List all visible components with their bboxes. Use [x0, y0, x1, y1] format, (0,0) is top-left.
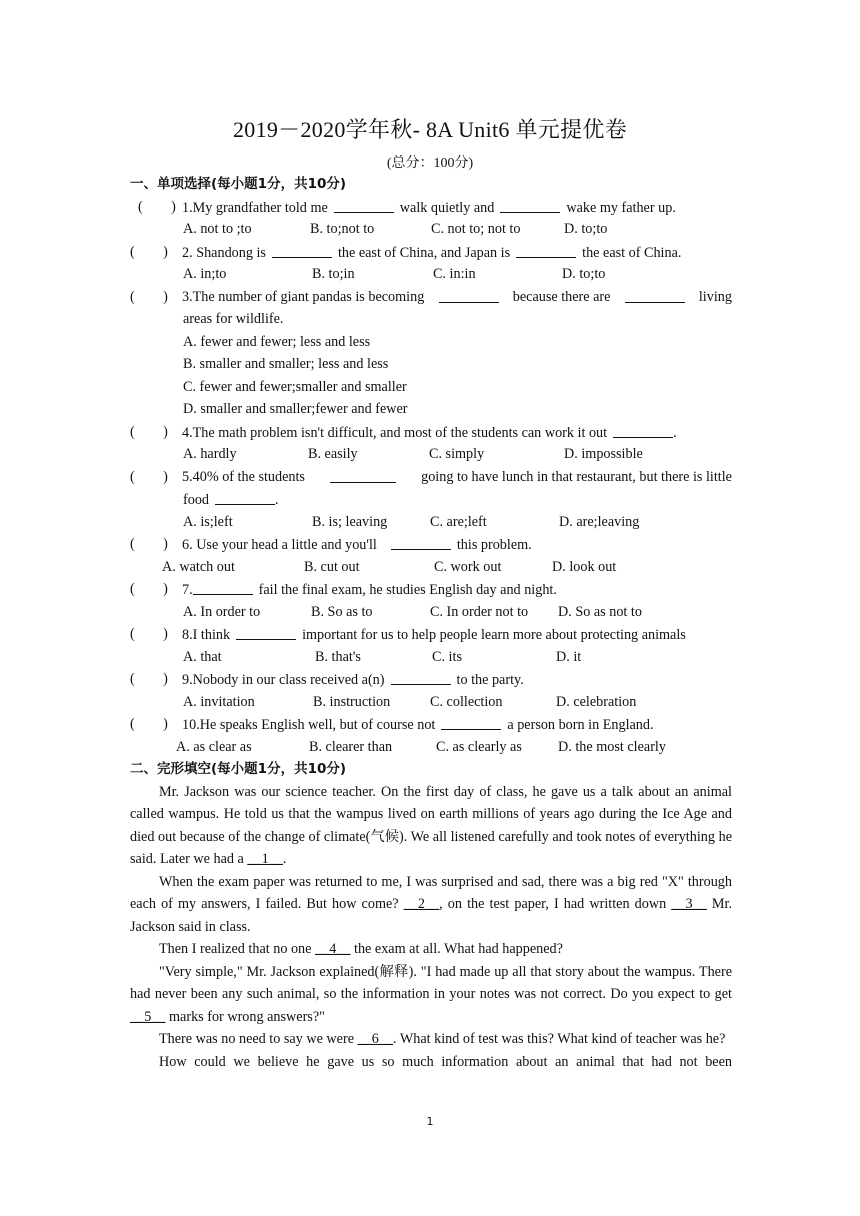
- answer-paren: ( ): [130, 423, 168, 440]
- option-c: C. in:in: [433, 266, 476, 282]
- section-heading-2: 二、完形填空(每小题1分，共10分): [130, 761, 347, 777]
- option-c: C. not to; not to: [431, 221, 521, 237]
- options-1: [130, 218, 732, 241]
- option-d: D. smaller and smaller;fewer and fewer: [183, 401, 408, 417]
- question-5: ( ) 5.40% of the students going to have lunch in that restaurant, but there is little: [130, 466, 732, 489]
- blank: [613, 421, 673, 438]
- option-a: A. not to ;to: [183, 221, 252, 237]
- content: 一、单项选择(每小题1分，共10分) ( ) 1.My grandfather told me walk quietly and wake my father up. A. not to ;to B. to;not to C. not to; not to D. to;to ( ) 2. Shandong is the east of China, and Japan is the east of China. A. in;to B. to;in C. in:in D. to;to ( ) 3.The number of giant pandas is becoming because there are living areas for wildlife. A. fewer and fewer; less and less B. smaller and smaller; less and less C. fewer and fewer;smaller and smaller D. smaller and smaller;fewer and fewer ( ) 4.The math problem isn't difficult, and most of the students can work it out . A. hardly B. easily C. simply D. impossible ( ) 5.40% of the students going to have lunch in that restaurant, but there is little food . A. is;left B. is; leaving C. are;left D. are;leaving ( ) 6. Use your head a little and you'll this problem. A. watch out B. cut out C. work out D. look out ( ) 7. fail the final exam, he studies English day and night. A. In order to B. So as to C. In order not to D. So as not to ( ) 8.I think important for us to help people learn more about protecting animals A. that B. that's C. its D. it ( ) 9.Nobody in our class received a(n) to the party. A. invitation B. instruction C. collection D. celebration ( ) 10.He speaks English well, but of course not a person born in England. A. as clear as B. clearer than C. as clearly as D. the most clearly 二、完形填空(每小题1分，共10分) Mr. Jackson was our science teacher. On the first day of class, he gave us a talk about an animal called wampus. He told us that the wampus lived on earth millions of years ago during the Ice Age and died out because of the change of climate(气候). We all listened carefully and took notes of everything he said. Later we had a __1__. When the exam paper was returned to me, I was surprised and sad, there was a big red "X" through each of my answers, I failed. But how come? __2__, on the test paper, I had written down __3__ Mr. Jackson said in class. Then I realized that no one __4__ the exam at all. What had happened? "Very simple," Mr. Jackson explained(解释). "I had made up all that story about the wampus. There had never been any such animal, so the information in your notes was not correct. Do you expect to get __5__ marks for wrong answers?" There was no need to say we were __6__. What kind of test was this? What kind of teacher was he? How could we believe he gave us so much information about an animal that had not been: [130, 173, 732, 1073]
- option-a: A. watch out: [162, 558, 235, 575]
- option-d: D. impossible: [564, 446, 643, 462]
- question-3: ( ) 3.The number of giant pandas is becoming because there are living: [130, 286, 732, 309]
- option-d: D. celebration: [556, 693, 637, 710]
- section-heading-1: 一、单项选择(每小题1分，共10分): [130, 176, 347, 192]
- option-b: B. cut out: [304, 558, 360, 575]
- cloze-paragraph-4: "Very simple," Mr. Jackson explained(解释). "I had made up all that story about the wampus. There had never been any such animal, so the information in your notes was not correct. Do you expect to get __5__ marks for wrong answers?": [130, 963, 732, 1025]
- blank: [441, 713, 501, 730]
- blank: [516, 241, 576, 258]
- option-b: B. that's: [315, 648, 361, 665]
- option-c: C. its: [432, 648, 462, 665]
- question-6: ( ) 6. Use your head a little and you'll this problem.: [130, 533, 732, 556]
- option-d: D. the most clearly: [558, 738, 666, 755]
- cloze-paragraph-1: Mr. Jackson was our science teacher. On the first day of class, he gave us a talk about an animal called wampus. He told us that the wampus lived on earth millions of years ago during the Ice Age and died out because of the change of climate(气候). We all listened carefully and took notes of everything he said. Later we had a __1__.: [130, 783, 732, 867]
- option-c: C. are;left: [430, 513, 487, 530]
- option-a: A. that: [183, 648, 222, 665]
- option-d: D. look out: [552, 558, 617, 575]
- answer-paren: ( ): [130, 536, 168, 552]
- cloze-blank-1: __1__: [247, 851, 283, 867]
- answer-paren: ( ): [130, 288, 168, 305]
- blank: [334, 196, 394, 213]
- blank: [193, 578, 253, 595]
- cloze-blank-3: __3__: [671, 896, 707, 912]
- cloze-blank-4: __4__: [315, 941, 351, 957]
- cloze-paragraph-6: How could we believe he gave us so much information about an animal that had not been: [159, 1053, 732, 1070]
- option-d: D. to;to: [562, 266, 606, 282]
- option-a: A. In order to: [183, 603, 261, 620]
- option-c: C. as clearly as: [436, 738, 522, 755]
- blank: [391, 668, 451, 685]
- options-2: [130, 263, 732, 286]
- answer-paren: ( ): [130, 626, 168, 642]
- options-7: [130, 601, 732, 624]
- cloze-blank-2: __2__: [403, 896, 440, 912]
- blank: [330, 466, 396, 483]
- options-6: [130, 556, 732, 579]
- blank: [500, 196, 560, 213]
- blank: [439, 286, 499, 303]
- answer-paren: ( ): [130, 581, 168, 597]
- answer-paren: ( ): [130, 468, 168, 485]
- question-8: ( ) 8.I think important for us to help people learn more about protecting animals: [130, 623, 732, 646]
- question-1: ( ) 1.My grandfather told me walk quietly and wake my father up.: [130, 196, 732, 219]
- option-b: B. clearer than: [309, 738, 393, 755]
- blank: [391, 533, 451, 550]
- question-9: ( ) 9.Nobody in our class received a(n) to the party.: [130, 668, 732, 691]
- option-c: C. collection: [430, 693, 503, 710]
- option-d: D. it: [556, 648, 582, 665]
- page-title: 2019－2020学年秋- 8A Unit6 单元提优卷: [232, 117, 627, 142]
- answer-paren: ( ): [130, 671, 168, 687]
- option-b: B. to;not to: [310, 221, 375, 237]
- answer-paren: ( ): [130, 243, 168, 260]
- blank: [236, 623, 296, 640]
- option-b: B. to;in: [312, 266, 355, 282]
- option-b: B. instruction: [313, 693, 391, 710]
- cloze-paragraph-2: When the exam paper was returned to me, I was surprised and sad, there was a big red "X" through each of my answers, I failed. But how come? __2__, on the test paper, I had written down __3__ Mr. Jackson said in class.: [130, 873, 732, 935]
- option-d: D. are;leaving: [559, 513, 640, 530]
- option-c: C. In order not to: [430, 603, 529, 620]
- answer-paren: ( ): [138, 198, 176, 215]
- page-number: 1: [426, 1115, 434, 1128]
- blank: [625, 286, 685, 303]
- option-a: A. hardly: [183, 446, 237, 462]
- option-c: C. work out: [434, 558, 502, 575]
- blank: [215, 488, 275, 505]
- question-4: ( ) 4.The math problem isn't difficult, and most of the students can work it out .: [130, 421, 732, 444]
- cloze-blank-5: __5__: [130, 1008, 166, 1025]
- option-c: C. fewer and fewer;smaller and smaller: [183, 378, 407, 395]
- option-b: B. smaller and smaller; less and less: [183, 356, 389, 372]
- option-a: A. is;left: [183, 513, 233, 530]
- cloze-paragraph-3: Then I realized that no one __4__ the exam at all. What had happened?: [159, 941, 563, 957]
- option-d: D. to;to: [564, 221, 608, 237]
- option-b: B. So as to: [311, 603, 373, 620]
- options-10: [130, 736, 732, 759]
- options-8: [130, 646, 732, 669]
- option-a: A. fewer and fewer; less and less: [183, 333, 371, 350]
- option-b: B. is; leaving: [312, 513, 388, 530]
- option-b: B. easily: [308, 446, 358, 462]
- options-9: [130, 691, 732, 714]
- option-c: C. simply: [429, 446, 485, 462]
- cloze-blank-6: __6__: [357, 1031, 394, 1047]
- option-a: A. invitation: [183, 693, 255, 710]
- total-score: (总分：100分): [386, 156, 474, 171]
- options-5: [130, 511, 732, 534]
- options-4: [130, 443, 732, 466]
- blank: [272, 241, 332, 258]
- question-2: ( ) 2. Shandong is the east of China, and Japan is the east of China.: [130, 241, 732, 264]
- question-10: ( ) 10.He speaks English well, but of course not a person born in England.: [130, 713, 732, 736]
- option-a: A. in;to: [183, 266, 227, 282]
- option-a: A. as clear as: [176, 738, 252, 755]
- option-d: D. So as not to: [558, 603, 642, 620]
- cloze-paragraph-5: There was no need to say we were __6__. What kind of test was this? What kind of teacher was he?: [159, 1031, 726, 1047]
- question-7: ( ) 7. fail the final exam, he studies English day and night.: [130, 578, 732, 601]
- answer-paren: ( ): [130, 716, 168, 732]
